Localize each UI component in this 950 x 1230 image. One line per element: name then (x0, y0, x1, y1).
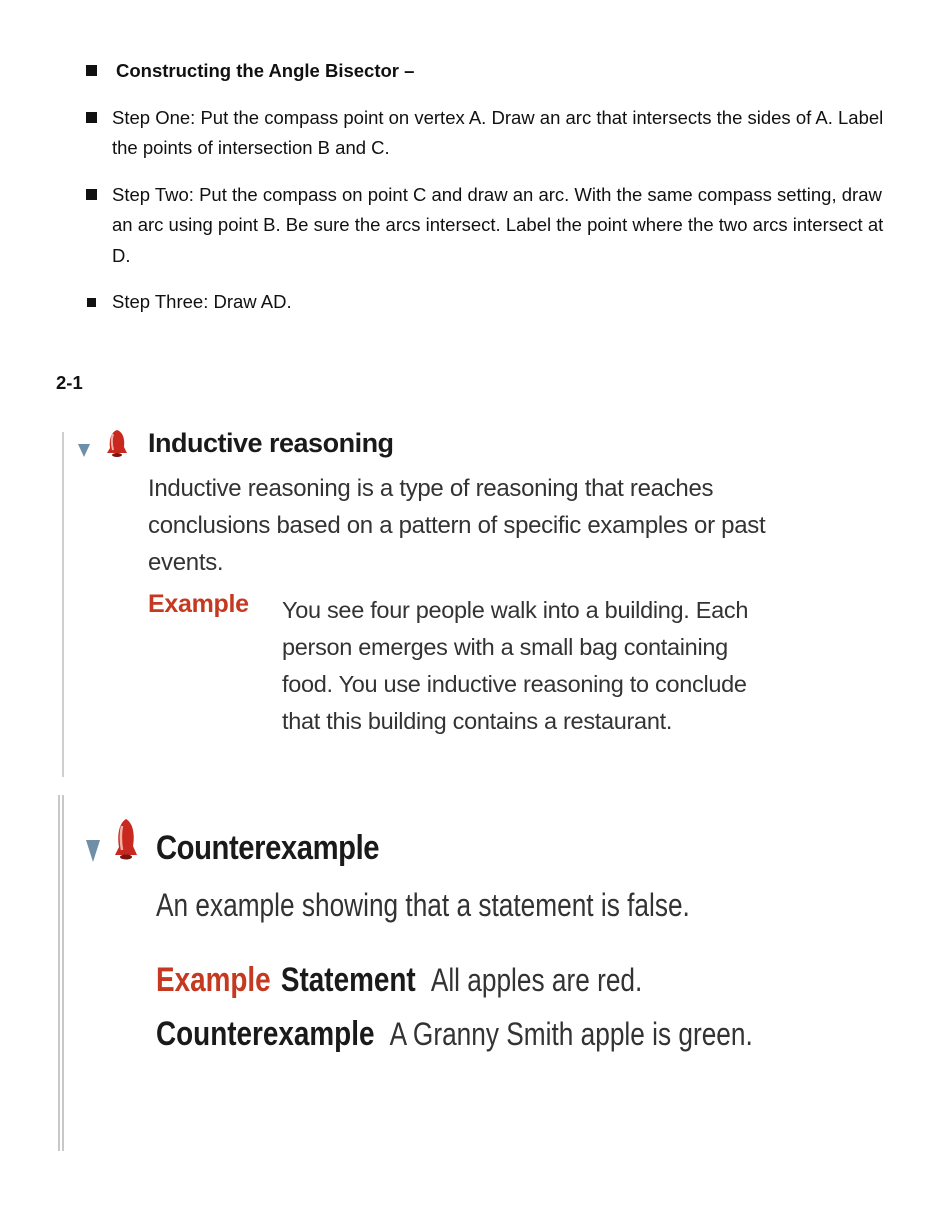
statement-label: Statement (280, 961, 416, 999)
square-bullet-icon (87, 298, 96, 307)
triangle-down-icon[interactable] (86, 840, 100, 862)
bullet-step-two (84, 180, 904, 272)
definition-card-inductive (62, 428, 784, 777)
example-label: Example (148, 590, 249, 618)
statement-text: All apples are red. (430, 962, 643, 998)
definition-card-counterexample (58, 795, 824, 1151)
bullet-step-one (84, 103, 904, 164)
bullet-text: Step Three: Draw AD. (112, 291, 292, 312)
bullet-text: Constructing the Angle Bisector – (116, 60, 415, 81)
square-bullet-icon (86, 112, 97, 123)
card-title: Inductive reasoning (148, 428, 394, 458)
example-statement-row (156, 961, 654, 1000)
bullet-heading (84, 56, 904, 87)
red-bell-icon (104, 428, 130, 458)
example-label: Example (156, 961, 271, 999)
counterexample-text: A Granny Smith apple is green. (389, 1016, 753, 1052)
counterexample-label: Counterexample (156, 1015, 375, 1053)
example-text: You see four people walk into a building. Each person emerges with a small bag containing food. You use inductive reasoning to conclude that this building contains a restaurant. (282, 597, 749, 734)
counterexample-row (156, 1015, 764, 1054)
bullet-step-three (84, 287, 904, 318)
square-bullet-icon (86, 65, 97, 76)
bullet-text: Step Two: Put the compass on point C and draw an arc. With the same compass setting, draw an arc using point B. Be sure the arcs intersect. Label the point where the two arcs intersect at D. (112, 183, 884, 266)
bullet-text: Step One: Put the compass point on vertex A. Draw an arc that intersects the sides of A. Label the points of intersection B and C. (112, 106, 884, 158)
triangle-down-icon[interactable] (78, 444, 90, 457)
card-definition: An example showing that a statement is false. (156, 887, 690, 923)
card-definition: Inductive reasoning is a type of reasoning that reaches conclusions based on a pattern of specific examples or past events. (148, 475, 766, 576)
section-label: 2-1 (56, 372, 83, 393)
square-bullet-icon (86, 189, 97, 200)
red-bell-icon (112, 817, 140, 861)
card-title: Counterexample (156, 829, 380, 867)
bullet-list (84, 56, 904, 334)
